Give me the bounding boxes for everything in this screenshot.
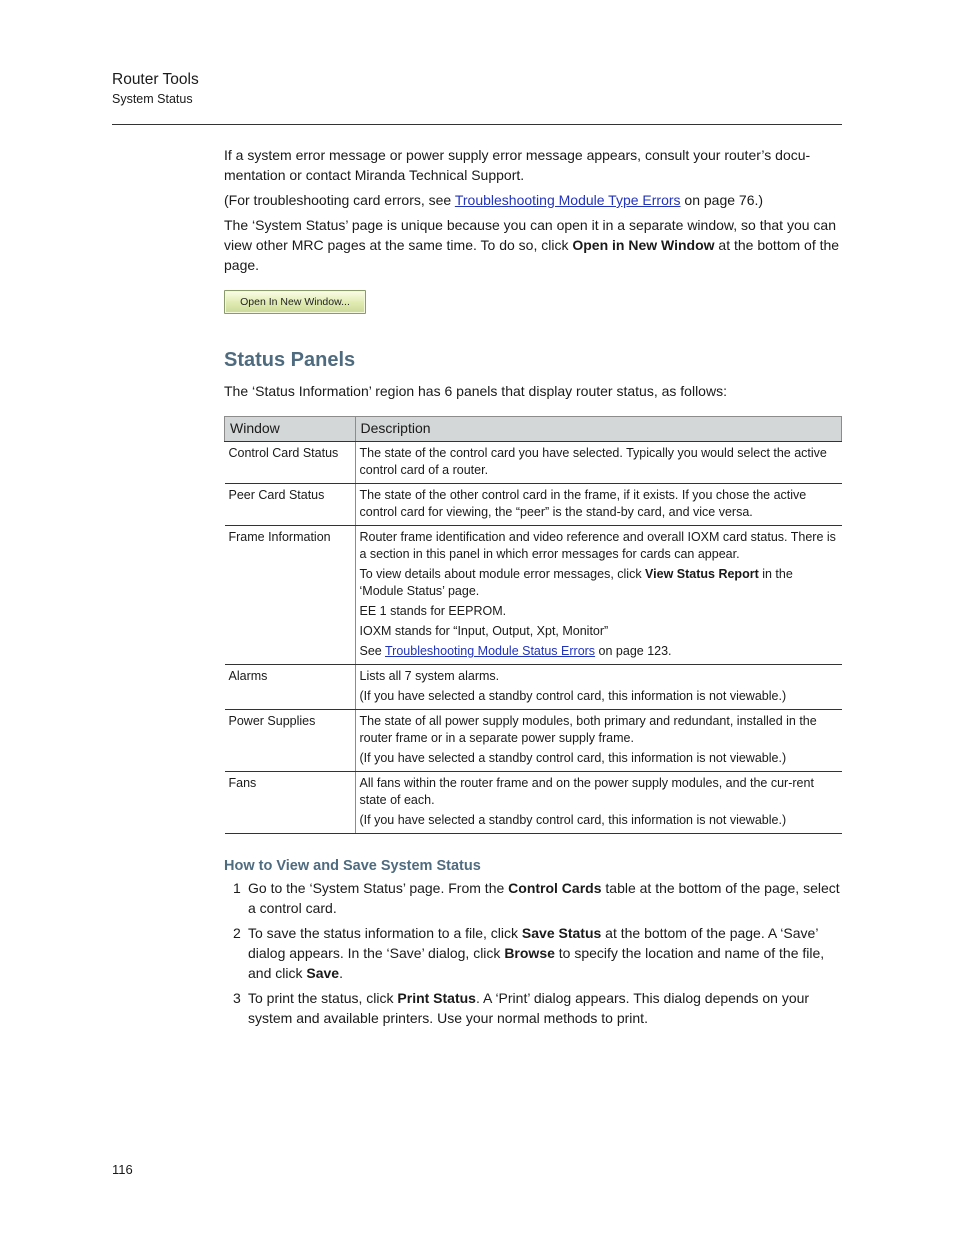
step-bold: Browse [504,945,555,961]
step-text: . [339,965,343,981]
column-header-window: Window [225,417,356,442]
page-number: 116 [112,1162,133,1177]
list-item [224,923,842,983]
step-text: To print the status, click [248,990,398,1006]
step-number: 3 [233,990,241,1006]
description-bold: View Status Report [645,567,759,581]
intro-paragraph-3 [224,215,842,275]
description-text: Router frame identification and video reference and overall IOXM card status. There is a section in this panel in which error messages for cards can appear. [359,530,836,561]
intro-p3-text: The ‘System Status’ page is unique because you can open it in a separate window, so that you can view other MRC pages at the same time. To do so, click [224,217,836,253]
table-header-row [225,417,842,442]
running-header [112,70,199,108]
window-cell: Alarms [225,665,356,710]
step-text: To save the status information to a file, click [248,925,522,941]
intro-paragraph-2 [224,190,842,210]
description-text: Lists all 7 system alarms. [359,669,500,683]
list-item [224,878,842,918]
status-panels-intro: The ‘Status Information’ region has 6 panels that display router status, as follows: [224,383,727,399]
step-text: at the bottom of the page. A ‘Save’ dialog appears. In the ‘Save’ dialog, click [248,925,818,961]
description-cell [355,526,842,665]
description-cell [355,484,842,526]
description-cell [355,772,842,834]
window-cell: Fans [225,772,356,834]
step-bold: Save Status [521,925,602,941]
intro-paragraph-1: If a system error message or power supply error message appears, consult your router’s docu-mentation or contact Miranda Technical Support. [224,147,811,183]
description-text: The state of the other control card in the frame, if it exists. If you chose the active control card for viewing, the “peer” is the stand-by card, and vice versa. [359,488,807,519]
link-troubleshooting-module-type-errors[interactable]: Troubleshooting Module Type Errors [454,192,681,208]
page-body [224,145,842,1033]
description-text: IOXM stands for “Input, Output, Xpt, Monitor” [359,624,609,638]
description-text-part: in the ‘Module Status’ page. [359,567,793,598]
window-cell: Control Card Status [225,442,356,484]
description-text-part: To view details about module error messages, click [359,567,646,581]
list-item [224,988,842,1028]
step-text: table at the bottom of the page, select a control card. [248,880,840,916]
chapter-title: Router Tools [112,71,199,88]
description-text-part: See [359,644,385,658]
table-row [225,710,842,772]
description-text: (If you have selected a standby control card, this information is not viewable.) [359,813,787,827]
column-header-description: Description [355,417,842,442]
description-text: The state of the control card you have selected. Typically you would select the active control card of a router. [359,446,827,477]
table-row [225,526,842,665]
step-bold: Control Cards [508,880,602,896]
intro-p2-text: (For troubleshooting card errors, see [224,192,455,208]
status-panels-heading: Status Panels [224,349,356,371]
table-row [225,484,842,526]
description-text: (If you have selected a standby control card, this information is not viewable.) [359,751,787,765]
intro-p2-tail: on page 76.) [680,192,764,208]
description-text [360,643,838,660]
description-text: The state of all power supply modules, both primary and redundant, installed in the router frame or in a separate power supply frame. [359,714,817,745]
section-title: System Status [112,92,193,106]
step-number: 2 [233,925,241,941]
window-cell: Power Supplies [225,710,356,772]
table-row [225,665,842,710]
table-row [225,772,842,834]
howto-steps [224,878,842,1028]
open-in-new-window-button[interactable]: Open In New Window... [224,290,366,314]
howto-heading: How to View and Save System Status [224,858,481,874]
description-cell [355,665,842,710]
description-text: (If you have selected a standby control card, this information is not viewable.) [359,689,787,703]
table-row [225,442,842,484]
description-text [360,566,838,600]
window-cell: Frame Information [225,526,356,665]
description-cell [355,442,842,484]
description-cell [355,710,842,772]
step-text: Go to the ‘System Status’ page. From the [248,880,509,896]
description-text: All fans within the router frame and on the power supply modules, and the cur-rent state of each. [359,776,814,807]
intro-p3-tail: at the bottom of the page. [224,237,840,273]
window-cell: Peer Card Status [225,484,356,526]
intro-p3-bold: Open in New Window [572,237,715,253]
step-text: . A ‘Print’ dialog appears. This dialog depends on your system and available printers. Use your normal methods to print. [248,990,810,1026]
header-rule [112,124,842,125]
step-text: to specify the location and name of the file, and click [248,945,825,981]
description-text-part: on page 123. [595,644,672,658]
step-bold: Print Status [397,990,476,1006]
step-number: 1 [233,880,241,896]
description-text: EE 1 stands for EEPROM. [359,604,507,618]
step-bold: Save [306,965,340,981]
status-panels-table [224,416,842,834]
link-troubleshooting-module-status-errors[interactable]: Troubleshooting Module Status Errors [385,644,596,658]
